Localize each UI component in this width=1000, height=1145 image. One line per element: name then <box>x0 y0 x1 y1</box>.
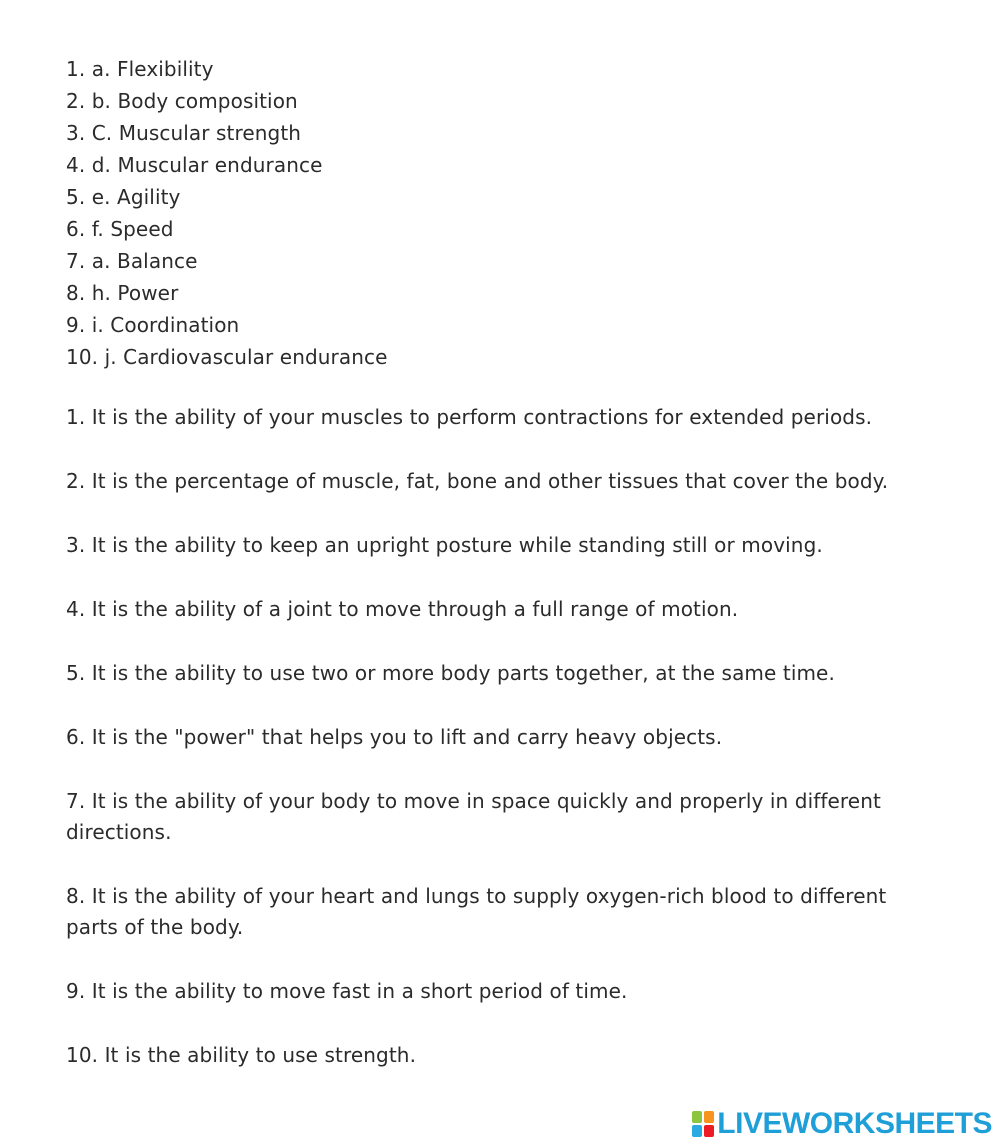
definition-line: 5. It is the ability to use two or more body parts together, at the same time. <box>66 661 835 685</box>
definition-item <box>66 976 946 1007</box>
answer-option: 5. e. Agility <box>66 185 181 209</box>
definition-line: 7. It is the ability of your body to move in space quickly and properly in different <box>66 789 881 813</box>
liveworksheets-brand <box>692 1108 992 1140</box>
answer-option: 6. f. Speed <box>66 217 174 241</box>
answer-options-list <box>66 53 666 373</box>
definition-item <box>66 881 946 943</box>
definition-item <box>66 722 946 753</box>
definition-item <box>66 594 946 625</box>
definition-line: 4. It is the ability of a joint to move through a full range of motion. <box>66 597 739 621</box>
definition-line: 8. It is the ability of your heart and lungs to supply oxygen-rich blood to different <box>66 884 887 908</box>
definition-line: 2. It is the percentage of muscle, fat, bone and other tissues that cover the body. <box>66 469 889 493</box>
definition-item <box>66 786 946 848</box>
answer-option: 2. b. Body composition <box>66 89 298 113</box>
definitions-list <box>66 402 946 1104</box>
answer-option: 1. a. Flexibility <box>66 57 214 81</box>
answer-option: 9. i. Coordination <box>66 313 240 337</box>
answer-option: 8. h. Power <box>66 281 179 305</box>
definition-line: 6. It is the "power" that helps you to lift and carry heavy objects. <box>66 725 723 749</box>
answer-option: 3. C. Muscular strength <box>66 121 302 145</box>
liveworksheets-logo-icon <box>692 1111 714 1137</box>
answer-option: 7. a. Balance <box>66 249 198 273</box>
definition-line: parts of the body. <box>66 915 244 939</box>
answer-option: 4. d. Muscular endurance <box>66 153 323 177</box>
definition-item <box>66 402 946 433</box>
definition-line: 10. It is the ability to use strength. <box>66 1043 417 1067</box>
definition-item <box>66 530 946 561</box>
definition-item <box>66 1040 946 1071</box>
answer-option: 10. j. Cardiovascular endurance <box>66 345 388 369</box>
brand-wordmark: LIVEWORKSHEETS <box>717 1107 992 1140</box>
definition-item <box>66 466 946 497</box>
definition-line: directions. <box>66 820 172 844</box>
definition-item <box>66 658 946 689</box>
definition-line: 3. It is the ability to keep an upright posture while standing still or moving. <box>66 533 823 557</box>
definition-line: 9. It is the ability to move fast in a short period of time. <box>66 979 628 1003</box>
definition-line: 1. It is the ability of your muscles to perform contractions for extended periods. <box>66 405 873 429</box>
